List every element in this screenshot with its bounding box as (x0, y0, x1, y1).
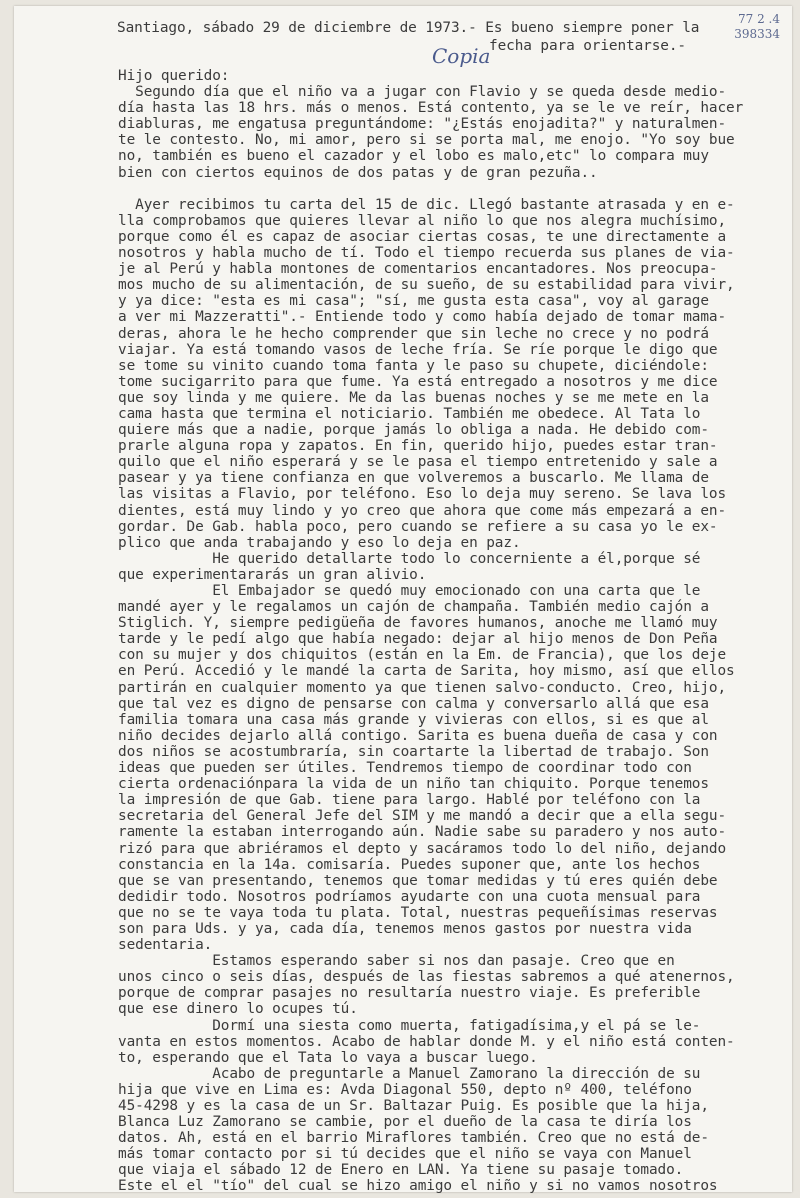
letter-line: vanta en estos momentos. Acabo de hablar donde M. y el niño está conten- (118, 1033, 735, 1050)
letter-page (14, 6, 792, 1195)
letter-header-line-2: fecha para orientarse.- (489, 38, 686, 54)
letter-line: familia tomara una casa más grande y vivieras con ellos, si es que al (118, 711, 709, 728)
letter-line: lla comprobamos que quieres llevar al niño lo que nos alegra muchísimo, (118, 212, 727, 229)
letter-line: 45-4298 y es la casa de un Sr. Baltazar Puig. Es posible que la hija, (118, 1098, 709, 1114)
letter-line: que se van presentando, tenemos que tomar medidas y tú eres quién debe (118, 872, 718, 889)
letter-line: ramente la estaban interrogando aún. Nadie sabe su paradero y nos auto- (118, 824, 727, 841)
letter-line: quilo que el niño esperará y se le pasa el tiempo entretenido y sale a (118, 454, 718, 471)
letter-line (118, 181, 743, 197)
letter-line: constancia en la 14a. comisaría. Puedes suponer que, ante los hechos (118, 856, 701, 873)
letter-line: que viaja el sábado 12 de Enero en LAN. Ya tiene su pasaje tomado. (118, 1162, 684, 1179)
letter-line: Acabo de preguntarle a Manuel Zamorano la dirección de su (118, 1065, 701, 1082)
letter-line: dedidir todo. Nosotros podríamos ayudarte con una cuota mensual para (118, 888, 701, 905)
letter-line: El Embajador se quedó muy emocionado con una carta que le (118, 583, 701, 599)
letter-line: son para Uds. y ya, cada día, tenemos menos gastos por nuestra vida (118, 920, 692, 937)
letter-line: niño decides dejarlo allá contigo. Sarita es buena dueña de casa y con (118, 727, 718, 744)
catalog-number (734, 12, 780, 42)
letter-line: rizó para que abriéramos el depto y sacáramos todo lo del niño, dejando (118, 840, 727, 857)
letter-line: plico que anda trabajando y eso lo deja en paz. (118, 534, 521, 551)
letter-line: tarde y le pedí algo que había negado: dejar al hijo menos de Don Peña (118, 631, 718, 648)
letter-line: en Perú. Accedió y le mandé la carta de Sarita, hoy mismo, así que ellos (118, 663, 735, 680)
letter-line: bien con ciertos equinos de dos patas y de gran pezuña.. (118, 164, 598, 181)
letter-line: mos mucho de su alimentación, de su sueño, de su estabilidad para vivir, (118, 277, 735, 294)
letter-header-line-1: Santiago, sábado 29 de diciembre de 1973.- Es bueno siempre poner la (117, 20, 700, 36)
letter-line: He querido detallarte todo lo concerniente a él,porque sé (118, 550, 701, 567)
letter-line: porque de comprar pasajes no resultaría nuestro viaje. Es preferible (118, 985, 701, 1002)
letter-line: que soy linda y me quiere. Me da las buenas noches y se me mete en la (118, 389, 709, 406)
letter-line: nosotros y habla mucho de tí. Todo el tiempo recuerda sus planes de via- (118, 245, 735, 262)
letter-line: y ya dice: "esta es mi casa"; "sí, me gusta esta casa", voy al garage (118, 293, 709, 310)
letter-line: je al Perú y habla montones de comentarios encantadores. Nos preocupa- (118, 261, 718, 278)
letter-line: diabluras, me engatusa preguntándome: "¿Estás enojadita?" y naturalmen- (118, 116, 727, 133)
letter-line: que tal vez es digno de pensarse con calma y conversarlo allá que esa (118, 695, 709, 712)
letter-line: quiere más que a nadie, porque jamás lo obliga a nada. He debido com- (118, 422, 709, 439)
letter-line: gordar. De Gab. habla poco, pero cuando se refiere a su casa yo le ex- (118, 518, 718, 535)
letter-line: se tome su vinito cuando toma fanta y le paso su chupete, diciéndole: (118, 357, 709, 374)
copia-annotation: Copia (432, 44, 491, 68)
letter-line: con su mujer y dos chiquitos (están en la Em. de Francia), que los deje (118, 647, 727, 664)
catalog-line-2: 398334 (734, 27, 780, 41)
letter-line: Este el el "tío" del cual se hizo amigo el niño y si no vamos nosotros (118, 1178, 718, 1195)
letter-line: partirán en cualquier momento ya que tienen salvo-conducto. Creo, hijo, (118, 679, 727, 696)
letter-line: dos niños se acostumbraría, sin coartarte la libertad de trabajo. Son (118, 743, 709, 760)
letter-body (118, 68, 743, 1195)
letter-line: las visitas a Flavio, por teléfono. Eso lo deja muy sereno. Se lava los (118, 486, 727, 503)
letter-line: porque como él es capaz de asociar ciertas cosas, te une directamente a (118, 228, 727, 245)
letter-line: Dormí una siesta como muerta, fatigadísima,y el pá se le- (118, 1017, 701, 1034)
letter-line: hija que vive en Lima es: Avda Diagonal 550, depto nº 400, teléfono (118, 1081, 692, 1098)
letter-line: to, esperando que el Tata lo vaya a buscar luego. (118, 1049, 538, 1066)
letter-line: dientes, está muy lindo y yo creo que ahora que come más empezará a en- (118, 502, 727, 519)
letter-line: cama hasta que termina el noticiario. También me obedece. Al Tata lo (118, 405, 701, 422)
letter-line: que no se te vaya toda tu plata. Total, nuestras pequeñísimas reservas (118, 904, 718, 921)
letter-line: unos cinco o seis días, después de las fiestas sabremos a qué atenernos, (118, 969, 735, 986)
letter-line: prarle alguna ropa y zapatos. En fin, querido hijo, puedes estar tran- (118, 438, 718, 455)
letter-line: a ver mi Mazzeratti".- Entiende todo y como había dejado de tomar mama- (118, 309, 727, 326)
letter-line: datos. Ah, está en el barrio Miraflores también. Creo que no está de- (118, 1130, 709, 1147)
letter-line: que ese dinero lo ocupes tú. (118, 1001, 358, 1018)
letter-line: Stiglich. Y, siempre pedigüeña de favores humanos, anoche me llamó muy (118, 615, 718, 632)
letter-line: Hijo querido: (118, 68, 230, 84)
letter-line: secretaria del General Jefe del SIM y me mandó a decir que a ella segu- (118, 808, 727, 825)
letter-line: mandé ayer y le regalamos un cajón de champaña. También medio cajón a (118, 599, 709, 616)
letter-line: Blanca Luz Zamorano se cambie, por el dueño de la casa te diría los (118, 1114, 692, 1131)
letter-line: más tomar contacto por si tú decides que el niño se vaya con Manuel (118, 1146, 692, 1163)
letter-line: ideas que pueden ser útiles. Tendremos tiempo de coordinar todo con (118, 760, 692, 777)
letter-line: Segundo día que el niño va a jugar con Flavio y se queda desde medio- (118, 84, 727, 101)
letter-line: pasear y ya tiene confianza en que volveremos a buscarlo. Me llama de (118, 470, 709, 487)
letter-line: deras, ahora le he hecho comprender que sin leche no crece y no podrá (118, 325, 709, 342)
letter-line: cierta ordenaciónpara la vida de un niño tan chiquito. Porque tenemos (118, 776, 709, 793)
letter-line: te le contesto. No, mi amor, pero si se porta mal, me enojo. "Yo soy bue (118, 132, 735, 149)
letter-line: viajar. Ya está tomando vasos de leche fría. Se ríe porque le digo que (118, 341, 718, 358)
letter-line: Ayer recibimos tu carta del 15 de dic. Llegó bastante atrasada y en e- (118, 196, 735, 213)
letter-line: que experimentararás un gran alivio. (118, 566, 427, 583)
letter-line: no, también es bueno el cazador y el lobo es malo,etc" lo compara muy (118, 148, 709, 165)
catalog-line-1: 77 2 .4 (738, 12, 780, 26)
letter-line: sedentaria. (118, 937, 213, 954)
letter-line: tome sucigarrito para que fume. Ya está entregado a nosotros y me dice (118, 373, 718, 390)
letter-line: Estamos esperando saber si nos dan pasaje. Creo que en (118, 953, 675, 970)
letter-line: día hasta las 18 hrs. más o menos. Está contento, ya se le ve reír, hacer (118, 100, 744, 117)
letter-line: la impresión de que Gab. tiene para largo. Hablé por teléfono con la (118, 792, 701, 809)
